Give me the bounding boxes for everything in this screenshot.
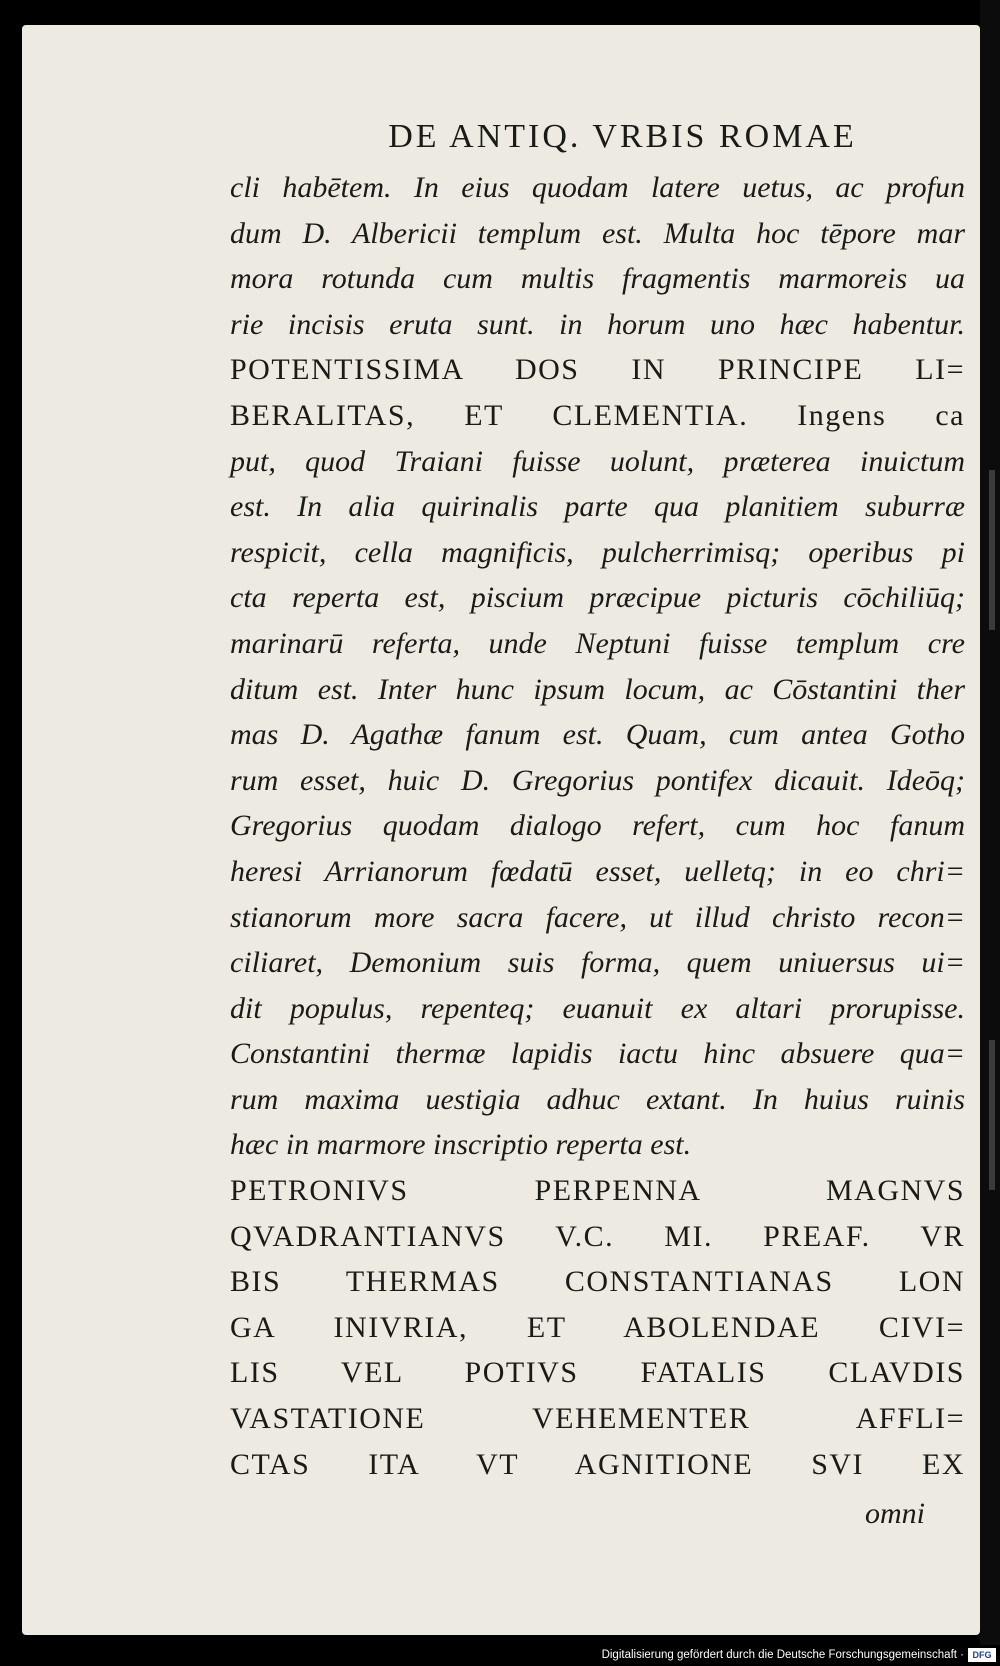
text-line: LIS VEL POTIVS FATALIS CLAVDIS <box>230 1356 965 1390</box>
text-line: mas D. Agathæ fanum est. Quam, cum antea Gotho <box>230 718 965 752</box>
text-line: BERALITAS, ET CLEMENTIA. Ingens ca <box>230 398 965 432</box>
text-line: GA INIVRIA, ET ABOLENDAE CIVI= <box>230 1310 965 1344</box>
page-tab-2 <box>989 1040 995 1190</box>
text-line: VASTATIONE VEHEMENTER AFFLI= <box>230 1402 965 1436</box>
text-line: est. In alia quirinalis parte qua planitiem suburræ <box>230 490 965 524</box>
text-line: POTENTISSIMA DOS IN PRINCIPE LI= <box>230 353 965 387</box>
page-tab-1 <box>989 470 995 630</box>
text-line: cta reperta est, piscium præcipue picturis cōchiliūq; <box>230 581 965 615</box>
text-line: mora rotunda cum multis fragmentis marmoreis ua <box>230 262 965 296</box>
text-line: PETRONIVS PERPENNA MAGNVS <box>230 1174 965 1208</box>
digitization-footer <box>0 1645 1000 1666</box>
text-line: ditum est. Inter hunc ipsum locum, ac Cōstantini ther <box>230 672 965 706</box>
text-line: Constantini thermæ lapidis iactu hinc absuere qua= <box>230 1037 965 1071</box>
text-line: rie incisis eruta sunt. in horum uno hæc habentur. <box>230 307 965 341</box>
text-line: Gregorius quodam dialogo refert, cum hoc fanum <box>230 809 965 843</box>
page-edge-right <box>980 0 1000 1645</box>
text-line: respicit, cella magnificis, pulcherrimisq; operibus pi <box>230 535 965 569</box>
text-line: stianorum more sacra facere, ut illud christo recon= <box>230 900 965 934</box>
text-line: QVADRANTIANVS V.C. MI. PREAF. VR <box>230 1219 965 1253</box>
footer-text: Digitalisierung gefördert durch die Deutsche Forschungsgemeinschaft · <box>601 1649 964 1661</box>
text-line: CTAS ITA VT AGNITIONE SVI EX <box>230 1447 965 1481</box>
text-line: put, quod Traiani fuisse uolunt, præterea inuictum <box>230 444 965 478</box>
dfg-logo-icon: DFG <box>968 1648 996 1662</box>
text-line: heresi Arrianorum fœdatū esset, uelletq; in eo chri= <box>230 854 965 888</box>
text-line: rum maxima uestigia adhuc extant. In huius ruinis <box>230 1082 965 1116</box>
text-line: ciliaret, Demonium suis forma, quem uniuersus ui= <box>230 946 965 980</box>
text-line: dum D. Albericii templum est. Multa hoc tēpore mar <box>230 216 965 250</box>
catchword: omni <box>865 1497 925 1531</box>
text-line: marinarū referta, unde Neptuni fuisse templum cre <box>230 626 965 660</box>
text-line: BIS THERMAS CONSTANTIANAS LON <box>230 1265 965 1299</box>
text-line: cli habētem. In eius quodam latere uetus, ac profun <box>230 171 965 204</box>
running-head: DE ANTIQ. VRBIS ROMAE <box>388 118 857 155</box>
text-line: rum esset, huic D. Gregorius pontifex dicauit. Ideōq; <box>230 763 965 797</box>
page-text <box>230 115 965 1536</box>
text-line: dit populus, repenteq; euanuit ex altari prorupisse. <box>230 991 965 1025</box>
text-lines <box>230 165 965 1487</box>
text-line: hæc in marmore inscriptio reperta est. <box>230 1128 692 1162</box>
